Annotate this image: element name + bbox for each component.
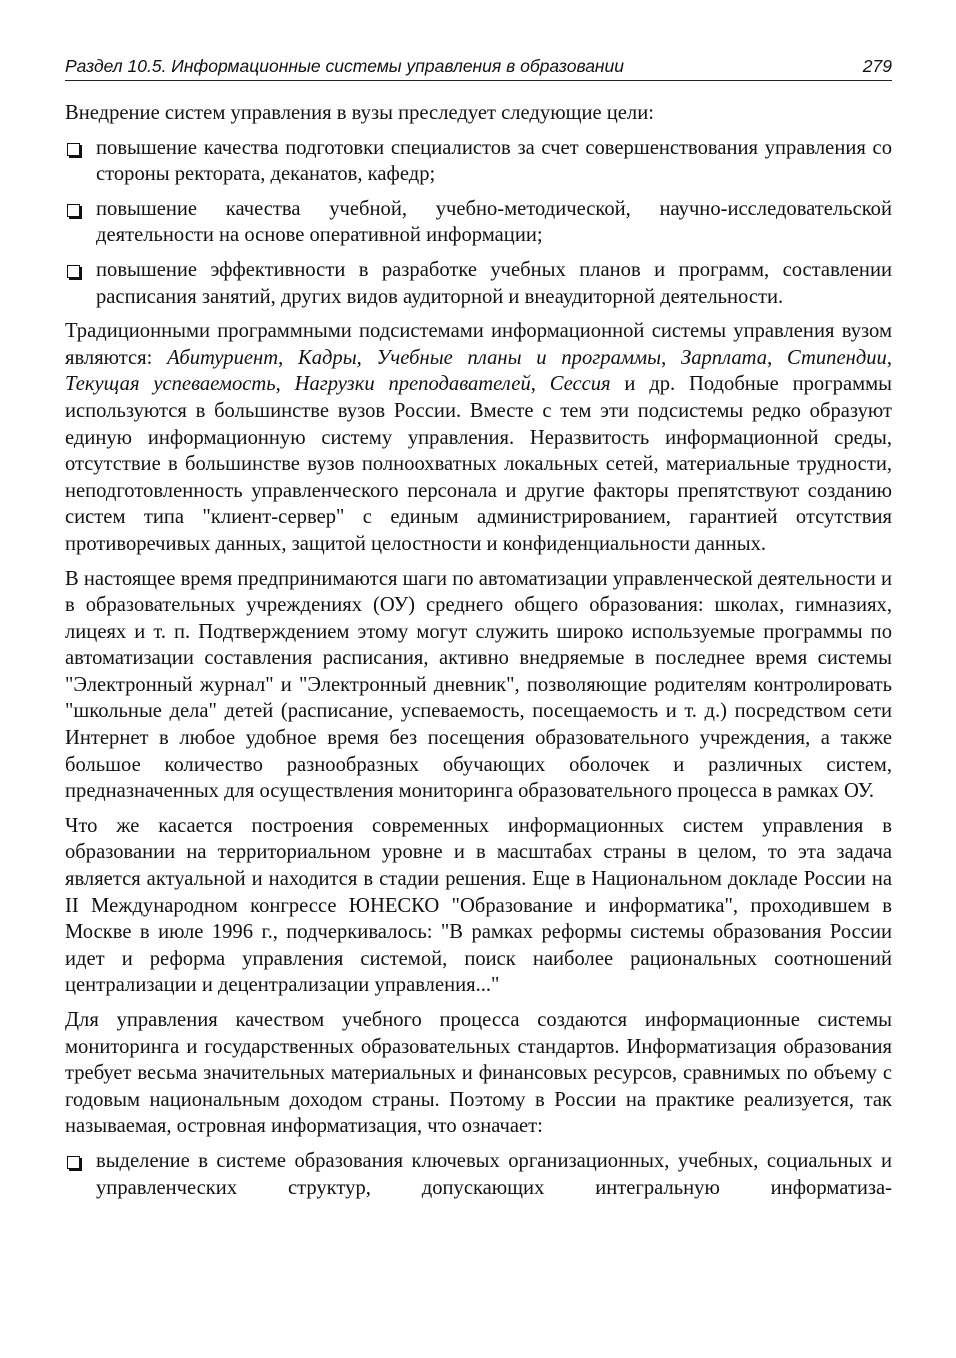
list-item <box>65 1148 892 1201</box>
subsystem-name: Абитуриент <box>167 346 279 369</box>
list-item <box>65 257 892 310</box>
checkbox-bullet-icon <box>67 204 80 217</box>
schools-paragraph: В настоящее время предпринимаются шаги по автоматизации управленческой деятельности и в образовательных учреждениях (ОУ) среднего общего образования: школах, гимназиях, лицеях и т. п. Подтверждением этому могут служить широко используемые программы по автоматизации составления расписания, активно внедряемые в последнее время системы "Электронный журнал" и "Электронный дневник", позволяющие родителям контролировать "школьные дела" детей (расписание, успеваемость, посещаемость и т. д.) посредством сети Интернет в любое удобное время без посещения образовательного учреждения, а также большое количество разнообразных обучающих оболочек и различных систем, предназначенных для осуществления мониторинга образовательного процесса в рамках ОУ. <box>65 567 892 803</box>
checkbox-bullet-icon <box>67 1156 80 1169</box>
list-item-text: повышение качества подготовки специалистов за счет совершенствования управления со стороны ректората, деканатов, кафедр; <box>96 136 892 186</box>
subsystem-name: Текущая успеваемость <box>65 373 276 396</box>
list-item-text: повышение эффективности в разработке учебных планов и программ, составлении расписания занятий, других видов аудиторной и внеаудиторной деятельности. <box>96 258 892 308</box>
page-body <box>65 100 892 1209</box>
page-number: 279 <box>862 56 892 76</box>
subsystem-name: Нагрузки преподавателей <box>294 373 531 396</box>
territorial-paragraph: Что же касается построения современных информационных систем управления в образовании на территориальном уровне и в масштабах страны в целом, то эта задача является актуальной и находится в стадии решения. Еще в Национальном докладе России на II Международном конгрессе ЮНЕСКО "Образование и информатика", проходившем в Москве в июле 1996 г., подчеркивалось: "В рамках реформы системы образования России идет и реформа управления системой, поиск наиболее рациональных соотношений централизации и децентрализации управления..." <box>65 814 892 997</box>
subsystem-name: Стипендии <box>786 346 887 369</box>
subsystems-paragraph: Традиционными программными подсистемами информационной системы управления вузом являются: Абитуриент, Кадры, Учебные планы и программы, Зарплата, Стипендии, Текущая успеваемость, Нагрузки преподавателей, Сессия и др. Подобные программы используются в большинстве вузов России. Вместе с тем эти подсистемы редко образуют единую информационную систему управления. Неразвитость информационной среды, отсутствие в большинстве вузов полноохватных локальных сетей, материальные трудности, неподготовленность управленческого персонала и другие факторы препятствуют созданию систем типа "клиент-сервер" с единым администрированием, гарантией отсутствия противоречивых данных, защитой целостности и конфиденциальности данных. <box>65 320 892 555</box>
quality-paragraph: Для управления качеством учебного процесса создаются информационные системы мониторинга и государственных образовательных стандартов. Информатизация образования требует весьма значительных материальных и финансовых ресурсов, сравнимых по объему с годовым национальным доходом страны. Поэтому в России на практике реализуется, так называемая, островная информатизация, что означает: <box>65 1009 892 1138</box>
list-item <box>65 196 892 249</box>
list-item-text: повышение качества учебной, учебно-методической, научно-исследовательской деятельности на основе оперативной информации; <box>96 197 892 247</box>
list-item-text: выделение в системе образования ключевых организационных, учебных, социальных и управленческих структур, допускающих интегральную информатиза- <box>96 1149 892 1199</box>
subsystem-name: Сессия <box>549 373 611 396</box>
running-header <box>65 52 892 81</box>
checkbox-bullet-icon <box>67 143 80 156</box>
goals-list <box>65 135 892 311</box>
subsystem-name: Зарплата <box>681 346 768 369</box>
island-list <box>65 1148 892 1201</box>
subsystem-name: Учебные планы и программы <box>376 346 662 369</box>
paragraph-lead: Традиционными программными подсистемами информационной системы управления вузом являются: <box>65 320 892 369</box>
checkbox-bullet-icon <box>67 265 80 278</box>
list-item <box>65 135 892 188</box>
paragraph-tail: и др. Подобные программы используются в большинстве вузов России. Вместе с тем эти подсистемы редко образуют единую информационную систему управления. Неразвитость информационной среды, отсутствие в большинстве вузов полноохватных локальных сетей, материальные трудности, неподготовленность управленческого персонала и другие факторы препятствуют созданию систем типа "клиент-сервер" с единым администрированием, гарантией отсутствия противоречивых данных, защитой целостности и конфиденциальности данных. <box>65 373 892 555</box>
header-title: Раздел 10.5. Информационные системы управления в образовании <box>65 56 625 76</box>
intro-paragraph: Внедрение систем управления в вузы преследует следующие цели: <box>65 102 654 124</box>
subsystem-name: Кадры <box>298 346 357 369</box>
